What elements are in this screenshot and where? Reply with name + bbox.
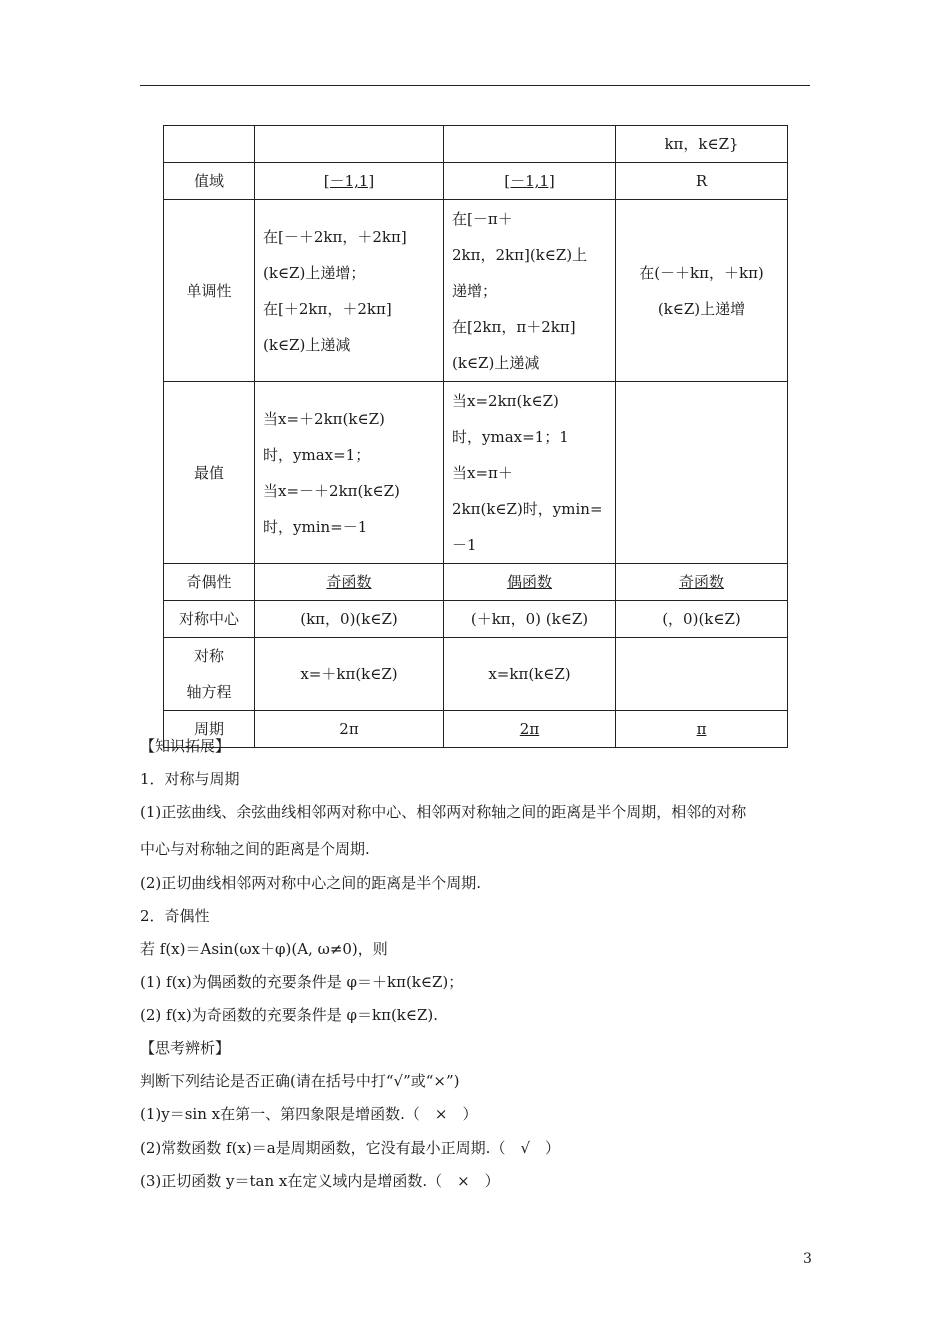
table-row xyxy=(164,126,788,163)
parity-cos: 偶函数 xyxy=(506,573,552,591)
thinking-heading: 【思考辨析】 xyxy=(140,1039,231,1057)
paragraph: 若 f(x)＝Asin(ωx＋φ)(A, ω≠0)，则 xyxy=(140,940,388,958)
row-label-period: 周期 xyxy=(164,711,255,748)
table-row xyxy=(164,382,788,564)
center-tan: (，0)(k∈Z) xyxy=(616,601,788,638)
range-tan: R xyxy=(616,163,788,200)
row-label-center: 对称中心 xyxy=(164,601,255,638)
question: (1)y＝sin x在第一、第四象限是增函数.（ × ） xyxy=(140,1105,478,1123)
paragraph: 判断下列结论是否正确(请在括号中打“√”或“×”) xyxy=(140,1072,460,1090)
table-row xyxy=(164,200,788,382)
mono-tan: 在(－＋kπ，＋kπ) (k∈Z)上递增 xyxy=(616,200,788,382)
axis-tan xyxy=(616,638,788,711)
domain-tan-tail: kπ，k∈Z} xyxy=(616,126,788,163)
extension-heading: 【知识拓展】 xyxy=(140,737,231,755)
trig-function-table xyxy=(163,125,788,748)
row-label-monotonicity: 单调性 xyxy=(164,200,255,382)
table-row xyxy=(164,564,788,601)
section-title: 2．奇偶性 xyxy=(140,907,210,925)
table-row xyxy=(164,601,788,638)
row-label-axis: 对称 轴方程 xyxy=(164,638,255,711)
mono-sin: 在[－＋2kπ，＋2kπ] (k∈Z)上递增； 在[＋2kπ，＋2kπ] (k∈Z)上递减 xyxy=(255,200,444,382)
row-label-parity: 奇偶性 xyxy=(164,564,255,601)
mono-cos: 在[－π＋ 2kπ，2kπ](k∈Z)上 递增； 在[2kπ，π＋2kπ] (k∈Z)上递减 xyxy=(444,200,616,382)
axis-sin: x=＋kπ(k∈Z) xyxy=(255,638,444,711)
extrema-tan xyxy=(616,382,788,564)
extrema-cos: 当x=2kπ(k∈Z) 时，ymax=1；1 当x=π＋ 2kπ(k∈Z)时，ymin= －1 xyxy=(444,382,616,564)
page-number: 3 xyxy=(803,1251,812,1267)
parity-sin: 奇函数 xyxy=(326,573,372,591)
axis-cos: x=kπ(k∈Z) xyxy=(444,638,616,711)
header-rule xyxy=(140,85,810,86)
row-label-extrema: 最值 xyxy=(164,382,255,564)
row-label-range: 值域 xyxy=(164,163,255,200)
period-tan: π xyxy=(696,720,707,738)
table-row xyxy=(164,711,788,748)
paragraph: (1) f(x)为偶函数的充要条件是 φ＝＋kπ(k∈Z)； xyxy=(140,973,464,991)
range-cos: [－1,1] xyxy=(504,172,555,190)
paragraph: 中心与对称轴之间的距离是个周期. xyxy=(140,840,370,858)
paragraph: (2) f(x)为奇函数的充要条件是 φ＝kπ(k∈Z). xyxy=(140,1006,439,1024)
question: (3)正切函数 y＝tan x在定义域内是增函数.（ × ） xyxy=(140,1172,500,1190)
paragraph: (2)正切曲线相邻两对称中心之间的距离是半个周期. xyxy=(140,874,482,892)
question: (2)常数函数 f(x)＝a是周期函数，它没有最小正周期.（ √ ） xyxy=(140,1139,561,1157)
table-row xyxy=(164,638,788,711)
center-cos: (＋kπ，0) (k∈Z) xyxy=(444,601,616,638)
section-title: 1．对称与周期 xyxy=(140,770,240,788)
period-cos: 2π xyxy=(519,720,540,738)
period-sin: 2π xyxy=(255,711,444,748)
center-sin: (kπ，0)(k∈Z) xyxy=(255,601,444,638)
parity-tan: 奇函数 xyxy=(678,573,724,591)
table-row xyxy=(164,163,788,200)
paragraph: (1)正弦曲线、余弦曲线相邻两对称中心、相邻两对称轴之间的距离是半个周期，相邻的对称 xyxy=(140,803,747,821)
extrema-sin: 当x=＋2kπ(k∈Z) 时，ymax=1； 当x=－＋2kπ(k∈Z) 时，ymin=－1 xyxy=(255,382,444,564)
range-sin: [－1,1] xyxy=(323,172,375,190)
